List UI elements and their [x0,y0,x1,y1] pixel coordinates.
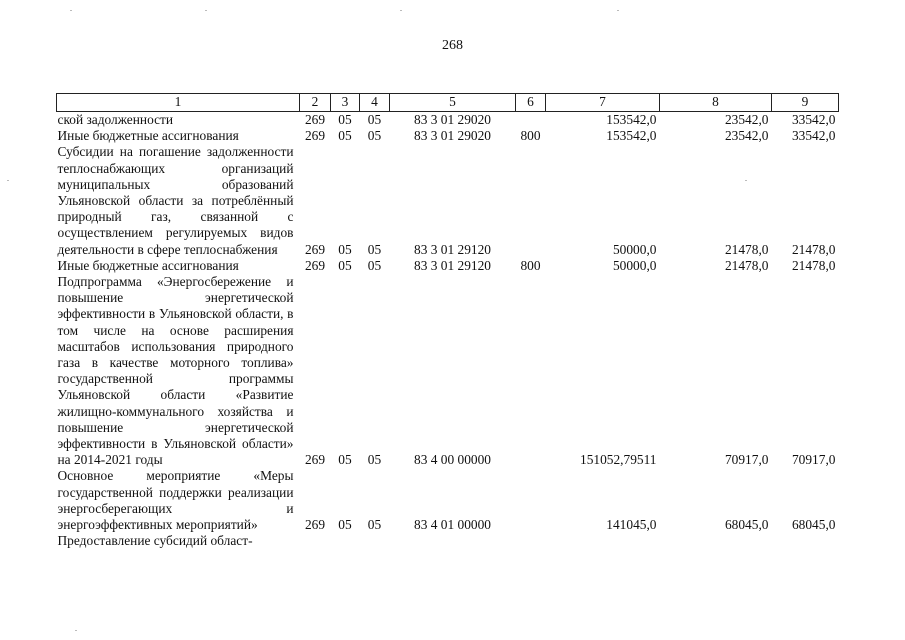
row-name: Подпрограмма «Энергосбережение и повышение энергетической эффективности в Ульяновской области, в том числе на основе расширения масштабов использования природного газа в качестве моторного топлива» государственной программы Ульяновской области «Развитие жилищно-коммунального хозяйства и повышение энергетической эффективности в Ульяновской области» на 2014-2021 годы [57,274,294,468]
cell-section: 05 [338,452,352,468]
header-cell: 6 [516,94,546,112]
header-cell: 5 [390,94,516,112]
table-header-row [57,94,839,112]
row-name: Основное мероприятие «Меры государственной поддержки реализации энергосберегающих и энергоэффективных мероприятий» [57,468,294,533]
cell-admin: 269 [304,112,326,127]
cell-subsection: 05 [367,452,382,468]
row-name: ской задолженности [57,112,174,127]
cell-admin: 269 [304,241,326,257]
cell-amount-8: 23542,0 [724,112,769,127]
cell-subsection: 05 [367,517,382,533]
table-row [57,533,839,549]
cell-section: 05 [338,517,352,533]
cell-target: 83 3 01 29020 [414,112,491,127]
cell-expense-type [516,468,546,533]
cell-subsection: 05 [367,257,382,273]
cell-admin [300,533,331,549]
scan-speck [617,10,619,11]
header-cell: 4 [360,94,390,112]
header-cell: 9 [772,94,839,112]
cell-expense-type [516,144,546,257]
table-row [57,468,839,533]
row-name: Предоставление субсидий област- [57,533,253,549]
cell-expense-type [516,274,546,468]
cell-subsection: 05 [367,112,382,127]
row-name: Иные бюджетные ассигнования [57,128,239,144]
cell-admin: 269 [304,257,326,273]
cell-subsection [360,533,390,549]
page-number: 268 [442,38,463,53]
cell-amount-9: 21478,0 [791,257,836,273]
cell-subsection: 05 [367,128,382,144]
cell-expense-type [516,533,546,549]
cell-admin: 269 [304,128,326,144]
cell-amount-7: 50000,0 [612,241,657,257]
header-cell: 7 [546,94,660,112]
cell-amount-8: 21478,0 [724,241,769,257]
scan-speck [745,180,747,181]
cell-section: 05 [338,112,352,127]
cell-amount-7 [546,533,660,549]
cell-expense-type [516,112,546,129]
cell-target: 83 4 00 00000 [414,452,491,468]
budget-table [56,93,839,549]
header-cell: 2 [300,94,331,112]
cell-target: 83 3 01 29120 [414,257,491,273]
cell-target: 83 4 01 00000 [414,517,491,533]
cell-amount-7: 50000,0 [612,257,657,273]
row-name: Субсидии на погашение задолженности теплоснабжающих организаций муниципальных образований Ульяновской области за потреблённый природный газ, связанной с осуществлением регулируемых видов деятельности в сфере теплоснабжения [57,144,294,257]
cell-amount-8: 70917,0 [724,452,769,468]
header-cell: 3 [331,94,360,112]
cell-section: 05 [338,257,352,273]
cell-amount-9 [772,533,839,549]
cell-amount-8: 21478,0 [724,257,769,273]
table-row [57,128,839,144]
cell-target [390,533,516,549]
cell-amount-9: 68045,0 [791,517,836,533]
cell-amount-7: 151052,79511 [580,452,657,468]
cell-target: 83 3 01 29120 [414,241,491,257]
cell-section: 05 [338,241,352,257]
table-row [57,144,839,257]
table-row [57,258,839,274]
cell-amount-8 [660,533,772,549]
cell-subsection: 05 [367,241,382,257]
cell-admin: 269 [304,517,326,533]
cell-amount-9: 21478,0 [791,241,836,257]
cell-amount-7: 153542,0 [606,112,657,127]
cell-section: 05 [338,128,352,144]
scan-speck [7,180,9,181]
table-row [57,112,839,129]
cell-admin: 269 [304,452,326,468]
cell-amount-9: 33542,0 [791,112,836,127]
scan-speck [400,10,402,11]
scan-speck [70,10,72,11]
cell-amount-7: 141045,0 [606,517,657,533]
scan-speck [75,630,77,631]
cell-target: 83 3 01 29020 [414,128,491,144]
cell-amount-8: 68045,0 [724,517,769,533]
cell-expense-type: 800 [520,257,541,273]
cell-expense-type: 800 [520,128,541,144]
cell-amount-8: 23542,0 [724,128,769,144]
cell-amount-7: 153542,0 [606,128,657,144]
header-cell: 1 [57,94,300,112]
cell-amount-9: 70917,0 [791,452,836,468]
row-name: Иные бюджетные ассигнования [57,257,239,273]
scan-speck [205,10,207,11]
cell-amount-9: 33542,0 [791,128,836,144]
header-cell: 8 [660,94,772,112]
table-row [57,274,839,468]
cell-section [331,533,360,549]
